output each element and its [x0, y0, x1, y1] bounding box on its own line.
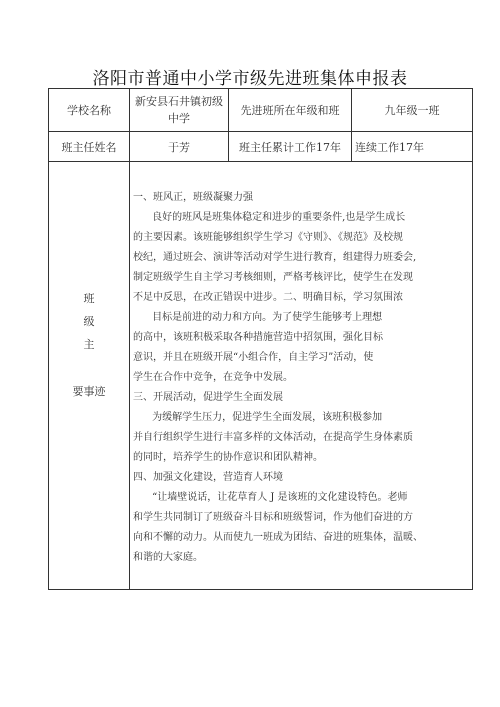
deeds-line: 校纪，通过班会、演讲等活动对学生进行教育，组建得力班委会, [133, 252, 417, 263]
deeds-line: 三、开展活动，促进学生全面发展 [133, 392, 283, 403]
consecutive-years-cell [351, 131, 473, 162]
school-name-value-line2: 中学 [168, 112, 190, 125]
teacher-years-label: 班主任累计工作17年 [239, 140, 341, 154]
deeds-label-char-2: 级 [83, 315, 95, 328]
deeds-line: 目标是前进的动力和方向。为了使学生能够考上理想 [133, 312, 383, 323]
school-name-label-cell [48, 88, 130, 132]
deeds-line: 的同时，培养学生的协作意识和团队精神。 [133, 452, 323, 463]
deeds-line: 向和不懈的动力。从而使九一班成为团结、奋进的班集体，温暖、 [133, 532, 423, 543]
deeds-line: 意识，并且在班级开展“小组合作，自主学习”活动，使 [133, 352, 374, 363]
deeds-line: 学生在合作中竞争，在竞争中发展。 [133, 372, 293, 383]
teacher-name-value-cell [129, 131, 229, 162]
deeds-line: “让墙壁说话，让花草育人 J 是该班的文化建设特色。老师 [133, 492, 408, 503]
teacher-years-cell [228, 131, 352, 162]
grade-class-value: 九年级一班 [384, 104, 440, 117]
grade-class-label: 先进班所在年级和班 [240, 104, 340, 117]
grade-class-label-cell [228, 88, 352, 132]
school-name-label: 学校名称 [67, 104, 111, 117]
deeds-line: 四、加强文化建设，营造育人环境 [133, 472, 283, 483]
deeds-label-char-1: 班 [83, 292, 95, 305]
deeds-line: 的主要因素。该班能够组织学生学习《守则》、《规范》及校规 [133, 232, 403, 243]
deeds-line: 和谐的大家庭。 [133, 552, 203, 563]
grade-class-value-cell [351, 88, 473, 132]
deeds-line: 制定班级学生自主学习考核细则，严格考核评比，使学生在发现 [133, 272, 413, 283]
teacher-name-label: 班主任姓名 [61, 140, 117, 154]
deeds-label-char-4: 要事迹 [72, 385, 106, 398]
consecutive-years-label: 连续工作17年 [355, 140, 424, 154]
deeds-line: 一、班风正，班级凝聚力强 [133, 192, 253, 203]
school-name-value-line1: 新安县石井镇初级 [135, 95, 223, 108]
teacher-name-label-cell [48, 131, 130, 162]
deeds-line: 的高中，该班积极采取各种措施营造中招氛围，强化目标 [133, 332, 383, 343]
deeds-line: 和学生共同制订了班级奋斗目标和班级誓词，作为他们奋进的方 [133, 512, 413, 523]
deeds-line: 良好的班风是班集体稳定和进步的重要条件,也是学生成长 [133, 212, 406, 223]
teacher-name-value: 于芳 [168, 140, 190, 154]
form-title: 洛阳市普通中小学市级先进班集体申报表 [92, 69, 408, 89]
deeds-line: 不足中反思，在改正错误中进步。二、明确目标，学习氛围浓 [133, 292, 403, 303]
school-name-value-cell [129, 88, 229, 132]
deeds-line: 并自行组织学生进行丰富多样的文体活动，在提高学生身体素质 [133, 432, 413, 443]
deeds-label-cell [48, 161, 130, 590]
deeds-line: 为缓解学生压力，促进学生全面发展，该班积极参加 [133, 412, 383, 423]
deeds-text [133, 188, 471, 568]
deeds-label-char-3: 主 [83, 338, 95, 351]
